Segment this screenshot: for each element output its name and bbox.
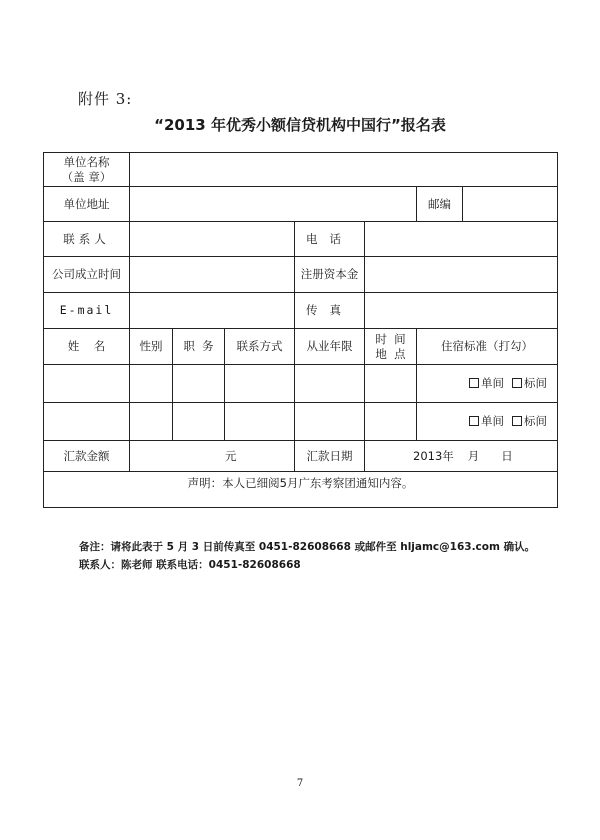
fax-label: 传真 [295, 293, 365, 329]
header-lodging: 住宿标准（打勾） [417, 329, 558, 365]
attendee-row [44, 403, 558, 441]
unit-name-label-line2: （盖 章） [61, 169, 112, 184]
standard-room-checkbox[interactable] [512, 416, 522, 426]
standard-room-label: 标间 [524, 376, 548, 391]
attendee-time-place-input[interactable] [365, 403, 417, 441]
contact-person-label: 联系人 [44, 222, 130, 257]
date-year: 2013年 [413, 448, 454, 463]
attendee-name-input[interactable] [44, 365, 130, 403]
form-title: “2013 年优秀小额信贷机构中国行”报名表 [154, 116, 446, 134]
phone-input[interactable] [365, 222, 558, 257]
attendee-time-place-input[interactable] [365, 365, 417, 403]
contact-row [44, 222, 558, 257]
remit-amount-label: 汇款金额 [44, 441, 130, 472]
remittance-row [44, 441, 558, 472]
single-room-label: 单间 [481, 376, 505, 391]
attendee-years-input[interactable] [295, 403, 365, 441]
attendee-row [44, 365, 558, 403]
header-position: 职 务 [173, 329, 225, 365]
date-month: 月 [467, 448, 480, 463]
attendee-contact-input[interactable] [225, 403, 295, 441]
fax-input[interactable] [365, 293, 558, 329]
unit-name-row [44, 153, 558, 187]
registered-capital-input[interactable] [365, 257, 558, 293]
postcode-input[interactable] [463, 187, 558, 222]
registered-capital-label: 注册资本金 [295, 257, 365, 293]
lodging-options [417, 403, 558, 441]
email-input[interactable] [130, 293, 295, 329]
header-time: 时 间 [375, 332, 406, 347]
attendee-gender-input[interactable] [130, 403, 173, 441]
unit-address-input[interactable] [130, 187, 417, 222]
attendee-header-row [44, 329, 558, 365]
unit-address-row [44, 187, 558, 222]
standard-room-label: 标间 [524, 414, 548, 429]
header-contact-method: 联系方式 [225, 329, 295, 365]
date-day: 日 [501, 448, 513, 463]
lodging-options [417, 365, 558, 403]
lodging-standard-option[interactable] [512, 414, 547, 428]
lodging-single-option[interactable] [469, 414, 504, 428]
header-years: 从业年限 [295, 329, 365, 365]
founded-label: 公司成立时间 [44, 257, 130, 293]
attendee-contact-input[interactable] [225, 365, 295, 403]
unit-name-label [44, 153, 130, 187]
email-label: E-mail [44, 293, 130, 329]
header-name: 姓 名 [44, 329, 130, 365]
remit-date-input[interactable] [365, 441, 558, 472]
phone-label: 电话 [295, 222, 365, 257]
page-number: 7 [296, 778, 304, 789]
contact-person-input[interactable] [130, 222, 295, 257]
email-row [44, 293, 558, 329]
currency-unit: 元 [225, 449, 237, 463]
standard-room-checkbox[interactable] [512, 378, 522, 388]
single-room-checkbox[interactable] [469, 378, 479, 388]
remit-amount-input[interactable] [130, 441, 295, 472]
statement: 声明：本人已细阅5月广东考察团通知内容。 [44, 472, 558, 508]
single-room-label: 单间 [481, 414, 505, 429]
attendee-position-input[interactable] [173, 365, 225, 403]
remit-date-label: 汇款日期 [295, 441, 365, 472]
single-room-checkbox[interactable] [469, 416, 479, 426]
registration-form-table [43, 152, 558, 508]
unit-name-label-line1: 单位名称 [63, 155, 110, 170]
attendee-position-input[interactable] [173, 403, 225, 441]
founded-input[interactable] [130, 257, 295, 293]
attendee-gender-input[interactable] [130, 365, 173, 403]
attendee-years-input[interactable] [295, 365, 365, 403]
statement-row [44, 472, 558, 508]
unit-name-input[interactable] [130, 153, 558, 187]
note-instructions: 备注：请将此表于 5 月 3 日前传真至 0451-82608668 或邮件至 hljamc@163.com 确认。 [79, 541, 536, 553]
lodging-single-option[interactable] [469, 376, 504, 390]
unit-address-label: 单位地址 [44, 187, 130, 222]
header-time-place [365, 329, 417, 365]
founded-row [44, 257, 558, 293]
lodging-standard-option[interactable] [512, 376, 547, 390]
note-contact: 联系人：陈老师 联系电话：0451-82608668 [79, 559, 301, 571]
attendee-name-input[interactable] [44, 403, 130, 441]
postcode-label: 邮编 [417, 187, 463, 222]
header-gender: 性别 [130, 329, 173, 365]
header-place: 地 点 [375, 346, 406, 361]
attachment-label: 附件 3: [78, 90, 133, 108]
